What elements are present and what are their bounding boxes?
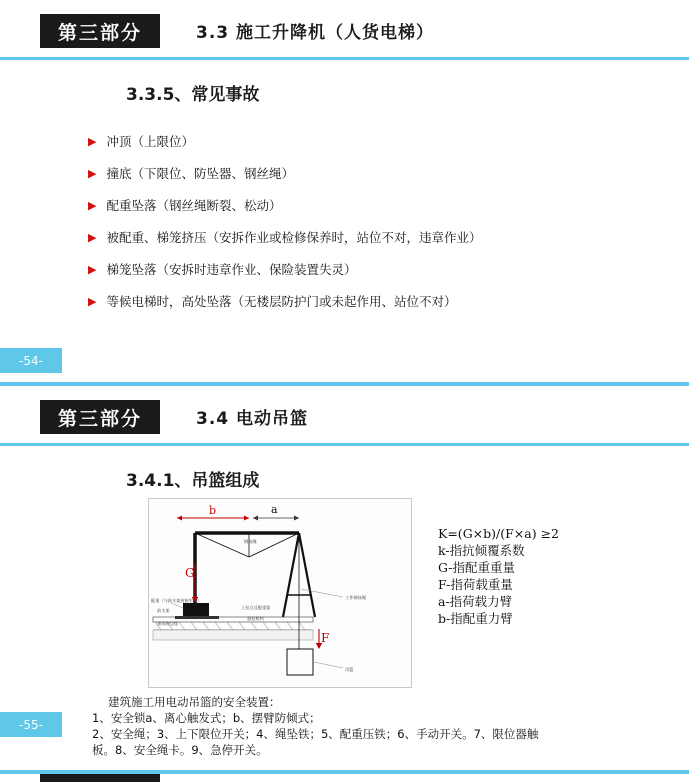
list-item (88, 166, 668, 182)
slide-2-section-title: 3.4.1、吊篮组成 (126, 471, 260, 491)
svg-text:b: b (209, 504, 217, 517)
list-item-label: 梯笼坠落（安拆时违章作业、保险装置失灵） (106, 262, 357, 277)
formula-line: G-指配重重量 (438, 560, 515, 575)
diagram-svg (149, 499, 411, 687)
list-item (88, 134, 668, 150)
list-item-label: 冲顶（上限位） (106, 134, 194, 149)
svg-text:F: F (321, 631, 330, 645)
list-item-label: 等候电梯时，高处坠落（无楼层防护门或未起作用、站位不对） (106, 294, 457, 309)
slide-2-part-tag: 第三部分 (40, 400, 160, 434)
slide-1-page-number: -54- (0, 348, 62, 373)
slide-2-title: 3.4 电动吊篮 (196, 409, 309, 429)
slide-1-section-title: 3.3.5、常见事故 (126, 85, 260, 105)
triangle-right-icon: ▶ (88, 295, 97, 308)
formula-line: k-指抗倾覆系数 (438, 543, 525, 558)
svg-text:建筑物边缘: 建筑物边缘 (157, 621, 178, 626)
list-item-label: 被配重、梯笼挤压（安拆作业或检修保养时，站位不对，违章作业） (106, 230, 482, 245)
slide-2-header (0, 386, 689, 446)
formula-line: F-指荷载重量 (438, 577, 513, 592)
list-item-label: 配重坠落（钢丝绳断裂、松动） (106, 198, 282, 213)
triangle-right-icon: ▶ (88, 167, 97, 180)
svg-text:上挂点及配重架: 上挂点及配重架 (241, 605, 271, 610)
slide-2-page-number: -55- (0, 712, 62, 737)
caption-line: 1、安全锁a、离心触发式；b、摆臂防倾式； (92, 711, 321, 725)
svg-text:配重（与前支架连接牢固）: 配重（与前支架连接牢固） (151, 598, 202, 603)
slide-1-header (0, 0, 689, 60)
caption-line: 板。8、安全绳卡。9、急停开关。 (92, 743, 268, 757)
slide-1-title: 3.3 施工升降机（人货电梯） (196, 23, 435, 43)
svg-text:前支架: 前支架 (157, 608, 170, 613)
slide-2-header-rule (0, 443, 689, 446)
caption-line: 建筑施工用电动吊篮的安全装置： (108, 695, 281, 709)
list-item (88, 262, 668, 278)
slide-1 (0, 0, 689, 386)
slide-1-part-tag: 第三部分 (40, 14, 160, 48)
list-item (88, 230, 668, 246)
triangle-right-icon: ▶ (88, 231, 97, 244)
svg-text:钢丝绳: 钢丝绳 (244, 539, 257, 544)
list-item (88, 294, 668, 310)
list-item-label: 撞底（下限位、防坠器、钢丝绳） (106, 166, 294, 181)
slide-1-header-rule (0, 57, 689, 60)
svg-text:a: a (271, 503, 278, 516)
formula-line: a-指荷载力臂 (438, 594, 513, 609)
formula-line: K=(G×b)/(F×a) ≥2 (438, 526, 559, 541)
stability-formula (438, 525, 559, 627)
slide-1-bullet-list (88, 134, 668, 326)
triangle-right-icon: ▶ (88, 199, 97, 212)
slide-3-part-tag-partial (40, 774, 160, 782)
triangle-right-icon: ▶ (88, 135, 97, 148)
triangle-right-icon: ▶ (88, 263, 97, 276)
svg-text:G: G (185, 566, 195, 580)
suspended-platform-diagram (148, 498, 412, 688)
svg-text:工作钢丝绳: 工作钢丝绳 (345, 595, 366, 600)
formula-line: b-指配重力臂 (438, 611, 513, 626)
svg-text:吊篮: 吊篮 (345, 667, 354, 672)
figure-caption (92, 694, 652, 758)
caption-line: 2、安全绳；3、上下限位开关；4、绳坠铁；5、配重压铁；6、手动开关。7、限位器触 (92, 727, 539, 741)
list-item (88, 198, 668, 214)
svg-text:悬挂机构: 悬挂机构 (247, 616, 264, 621)
